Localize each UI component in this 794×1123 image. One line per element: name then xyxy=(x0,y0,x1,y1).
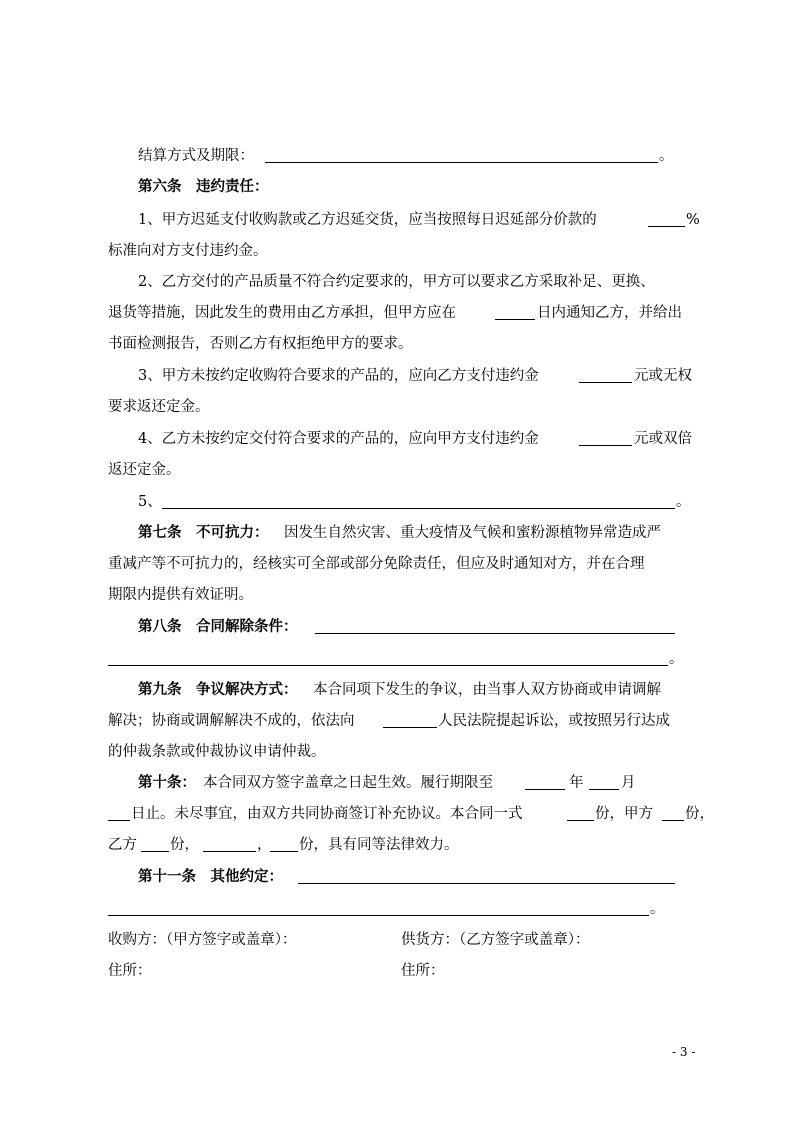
year-label: 年 xyxy=(569,775,584,791)
article-10-line-3 xyxy=(0,830,794,860)
buyer-address-label: 住所： xyxy=(108,963,152,979)
supplier-signature-label: 供货方：（乙方签字或盖章）： xyxy=(401,932,590,948)
article-6-item-4-line-2 xyxy=(0,455,794,485)
article-9-text-2a: 解决；协商或调解解决不成的，依法向 xyxy=(108,713,355,729)
article-6-heading-line xyxy=(0,172,794,202)
article-10-text-2: 日止。未尽事宜，由双方共同协商签订补充协议。本合同一式 xyxy=(131,806,523,822)
article-6-item-5-line xyxy=(0,487,794,517)
article-8-line-2 xyxy=(0,644,794,674)
termination-blank-1[interactable] xyxy=(315,633,675,634)
article-9-line-1 xyxy=(0,675,794,705)
article-6-item-4-text-1a: 4、乙方未按约定交付符合要求的产品的，应向甲方支付违约金 xyxy=(138,431,539,447)
party-b-label: 乙方 xyxy=(108,837,137,853)
copies-party-a-unit: 份， xyxy=(685,806,714,822)
article-10-text-1: 本合同双方签字盖章之日起生效。履行期限至 xyxy=(203,775,493,791)
article-6-item-1-text: 1、甲方迟延支付收购款或乙方迟延交货，应当按照每日迟延部分价款的 xyxy=(138,212,597,228)
article-10-text-3: 份，具有同等法律效力。 xyxy=(299,837,459,853)
article-6-item-3-text-1b: 元或无权 xyxy=(634,368,692,384)
settlement-line xyxy=(0,141,794,171)
article-6-item-2-text: 2、乙方交付的产品质量不符合约定要求的，甲方可以要求乙方采取补足、更换、 xyxy=(138,274,655,290)
article-7-text-3: 期限内提供有效证明。 xyxy=(108,587,253,603)
article-6-item-5-number: 5、 xyxy=(138,494,162,510)
termination-blank-2[interactable] xyxy=(108,665,668,666)
article-6-heading: 第六条 违约责任： xyxy=(138,178,269,195)
article-6-item-4-line-1 xyxy=(0,424,794,454)
article-7-line-3 xyxy=(0,580,794,610)
other-party-blank[interactable] xyxy=(203,851,256,852)
address-line xyxy=(0,956,794,986)
article-7-line-1 xyxy=(0,518,794,548)
buyer-signature-label: 收购方：（甲方签字或盖章）： xyxy=(108,932,297,948)
article-9-text-2b: 人民法院提起诉讼，或按照另行达成 xyxy=(438,713,670,729)
month-label: 月 xyxy=(621,775,636,791)
copies-party-a-label: 份，甲方 xyxy=(595,806,653,822)
article-6-item-1-line-1 xyxy=(0,205,794,235)
article-6-item-2-text-3: 书面检测报告，否则乙方有权拒绝甲方的要求。 xyxy=(108,336,413,352)
article-8-heading: 第八条 合同解除条件： xyxy=(138,618,298,635)
article-6-item-2-line-2 xyxy=(0,298,794,328)
article-6-item-2-line-3 xyxy=(0,329,794,359)
court-blank[interactable] xyxy=(383,727,437,728)
settlement-blank[interactable] xyxy=(265,162,658,163)
article-6-item-4-text-1b: 元或双倍 xyxy=(634,431,692,447)
signature-line xyxy=(0,925,794,955)
notice-days-blank[interactable] xyxy=(495,319,535,320)
day-blank[interactable] xyxy=(108,820,130,821)
article-6-item-1-text-2: 标准向对方支付违约金。 xyxy=(108,243,268,259)
buyer-penalty-blank[interactable] xyxy=(579,382,632,383)
article-8-line-1 xyxy=(0,612,794,642)
copies-total-blank[interactable] xyxy=(567,820,594,821)
article-10-heading: 第十条： xyxy=(138,774,196,791)
copies-other-blank[interactable] xyxy=(270,851,298,852)
period-mark: 。 xyxy=(669,651,684,667)
copies-party-b-blank[interactable] xyxy=(141,851,169,852)
article-10-line-1 xyxy=(0,768,794,798)
article-7-line-2 xyxy=(0,549,794,579)
article-11-heading: 第十一条 其他约定： xyxy=(138,868,283,885)
article-6-item-3-text-2: 要求返还定金。 xyxy=(108,399,210,415)
month-blank[interactable] xyxy=(589,789,619,790)
copies-party-b-unit: 份， xyxy=(170,837,199,853)
percent-sign: % xyxy=(686,212,700,228)
article-7-text-2: 重减产等不可抗力的，经核实可全部或部分免除责任，但应及时通知对方，并在合理 xyxy=(108,556,645,572)
article-6-item-2-text-2a: 退货等措施，因此发生的费用由乙方承担，但甲方应在 xyxy=(108,305,456,321)
article-7-text-1: 因发生自然灾害、重大疫情及气候和蜜粉源植物异常造成严 xyxy=(284,525,661,541)
period-mark: 。 xyxy=(650,901,665,917)
article-6-item-3-line-2 xyxy=(0,392,794,422)
item-5-blank[interactable] xyxy=(162,508,675,509)
article-6-item-1-line-2 xyxy=(0,236,794,266)
article-7-heading: 第七条 不可抗力： xyxy=(138,524,269,541)
page-number: - 3 - xyxy=(672,1045,696,1059)
supplier-address-label: 住所： xyxy=(401,963,445,979)
other-terms-blank-1[interactable] xyxy=(298,883,675,884)
article-9-line-2 xyxy=(0,706,794,736)
settlement-label: 结算方式及期限： xyxy=(138,148,254,164)
article-6-item-2-text-2b: 日内通知乙方，并给出 xyxy=(537,305,682,321)
article-9-text-1: 本合同项下发生的争议，由当事人双方协商或申请调解 xyxy=(313,682,661,698)
article-9-heading: 第九条 争议解决方式： xyxy=(138,681,298,698)
article-9-line-3 xyxy=(0,737,794,767)
period-mark: 。 xyxy=(659,148,674,164)
article-6-item-2-line-1 xyxy=(0,267,794,297)
article-9-text-3: 的仲裁条款或仲裁协议申请仲裁。 xyxy=(108,744,326,760)
article-6-item-3-line-1 xyxy=(0,361,794,391)
supplier-penalty-blank[interactable] xyxy=(579,445,632,446)
article-11-line-1 xyxy=(0,862,794,892)
copies-party-a-blank[interactable] xyxy=(662,820,684,821)
penalty-percent-blank[interactable] xyxy=(648,226,685,227)
article-6-item-4-text-2: 返还定金。 xyxy=(108,462,181,478)
comma-mark: ， xyxy=(257,837,272,853)
other-terms-blank-2[interactable] xyxy=(108,915,649,916)
article-10-line-2 xyxy=(0,799,794,829)
article-6-item-3-text-1a: 3、甲方未按约定收购符合要求的产品的，应向乙方支付违约金 xyxy=(138,368,539,384)
period-mark: 。 xyxy=(676,494,691,510)
year-blank[interactable] xyxy=(525,789,565,790)
article-11-line-2 xyxy=(0,894,794,924)
